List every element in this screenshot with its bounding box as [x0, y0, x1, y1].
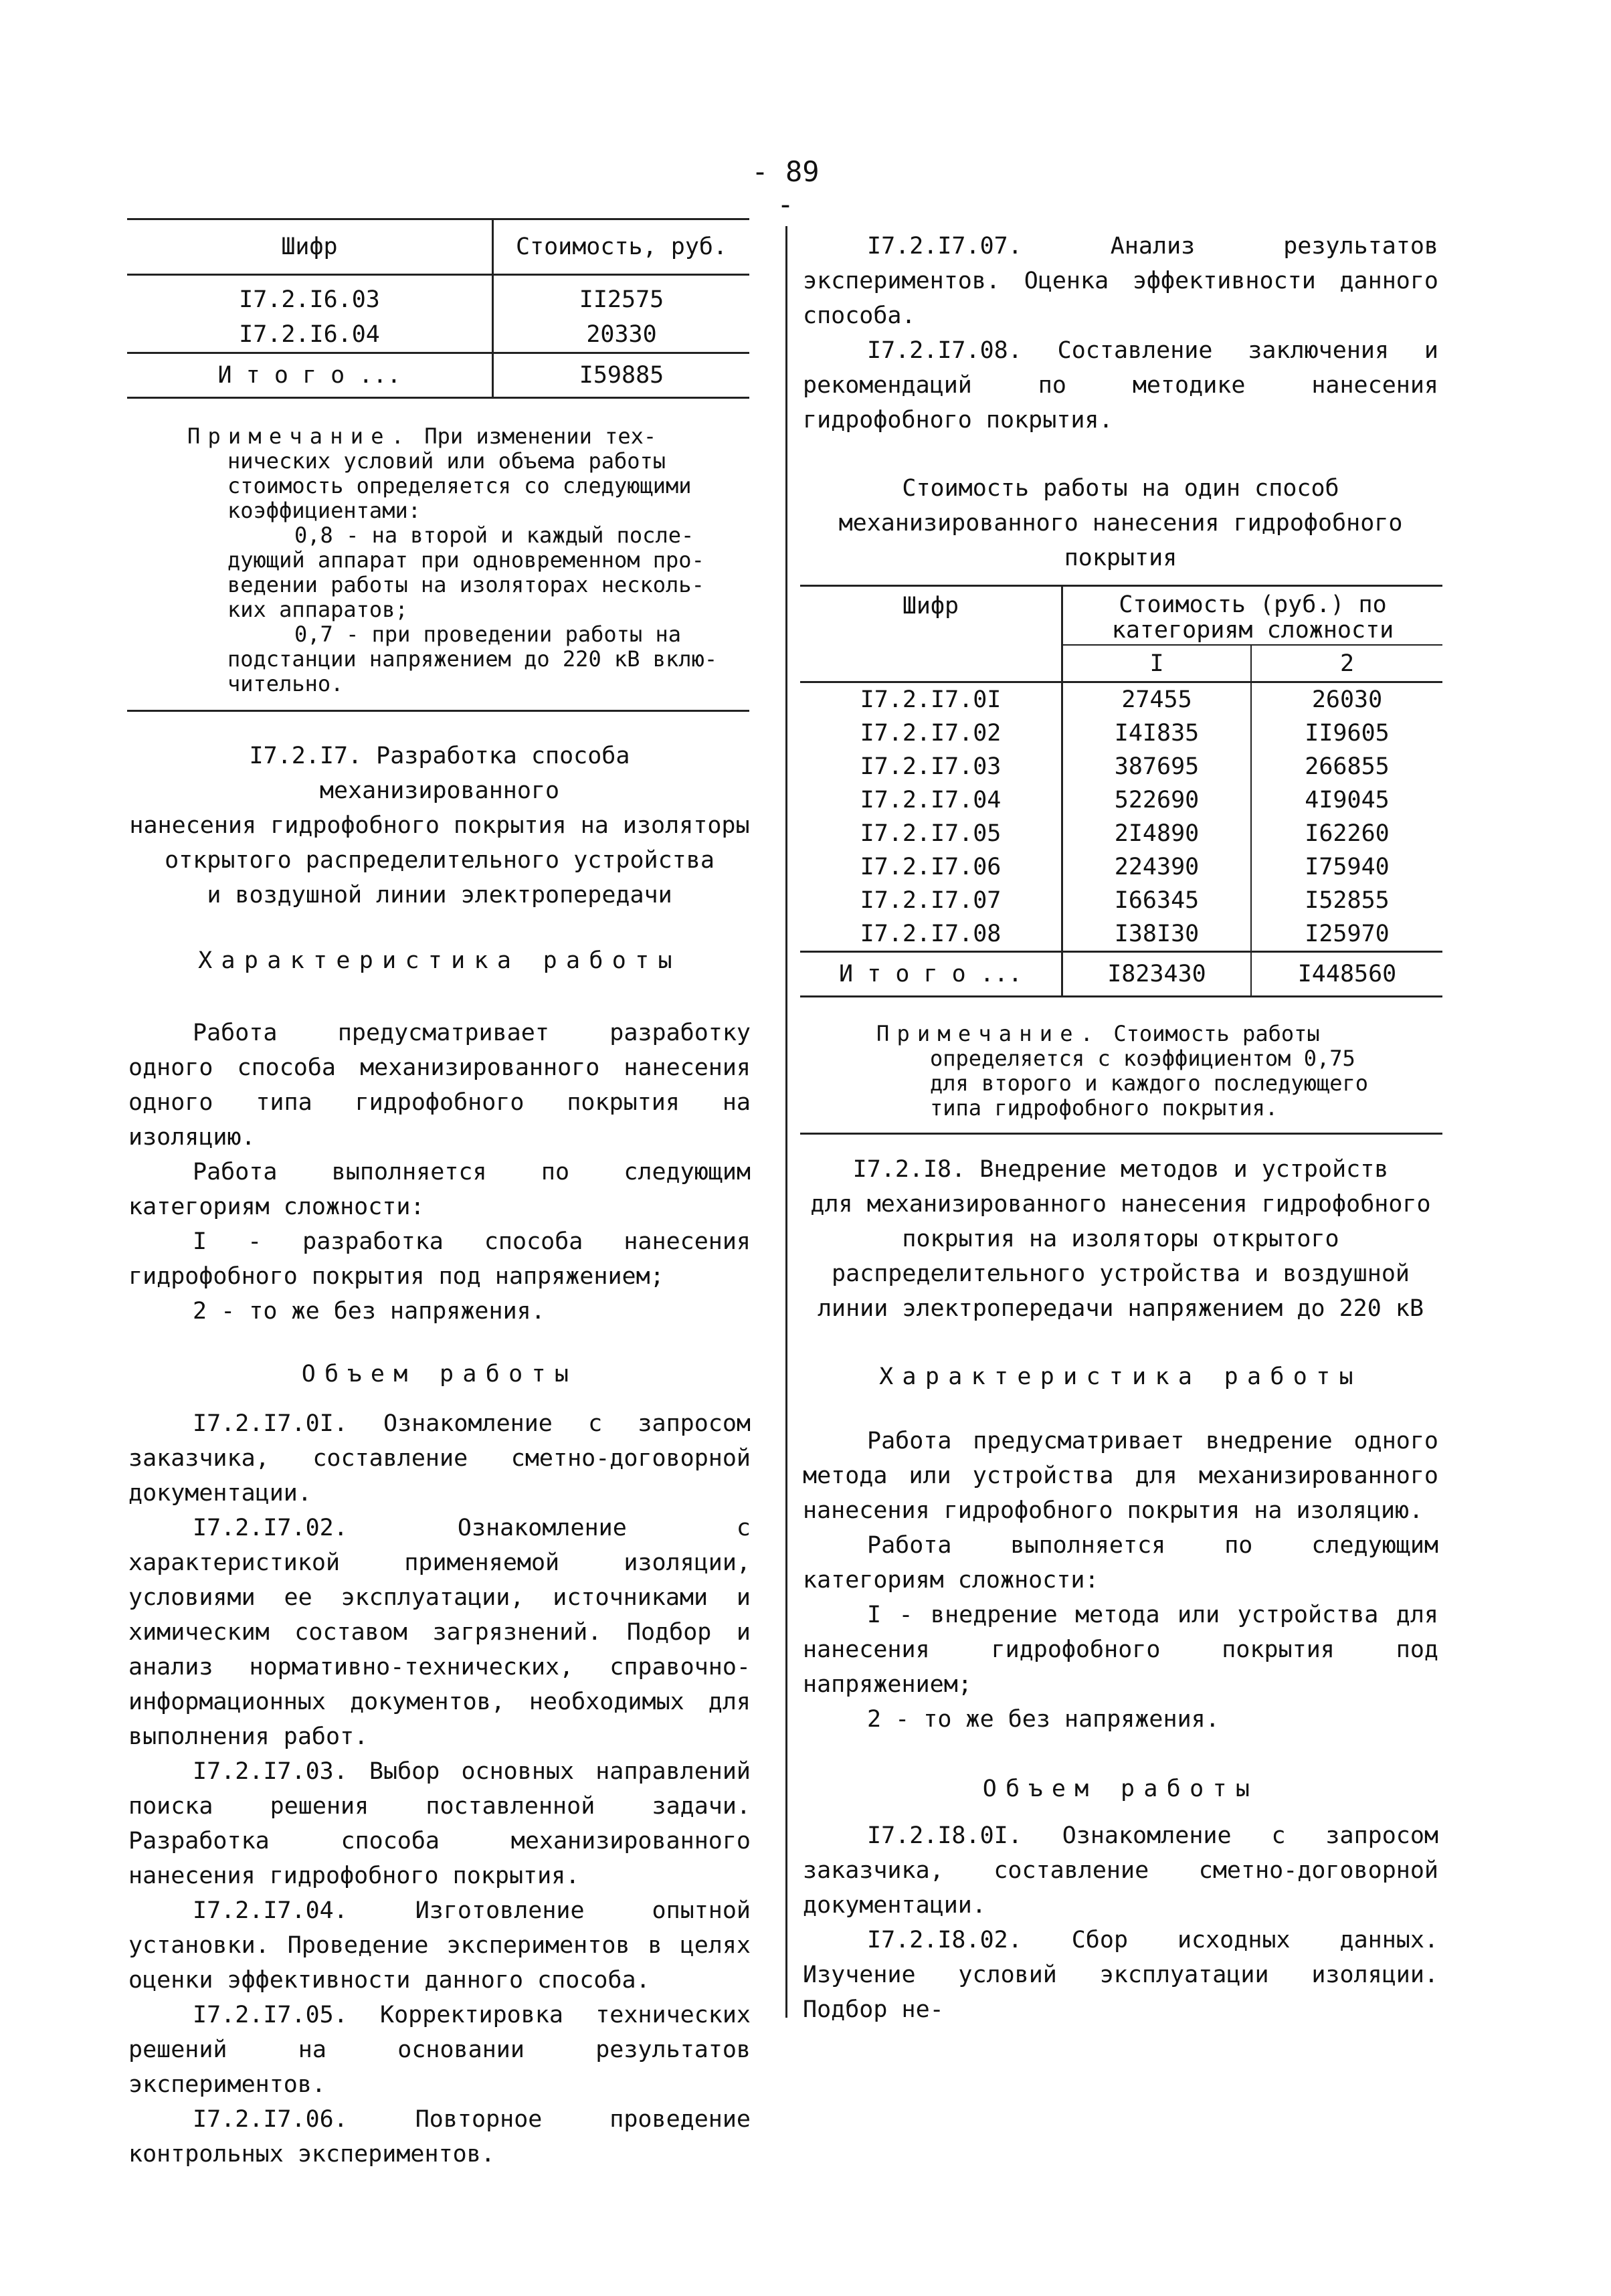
paragraph: Работа предусматривает внедрение одного метода или устройства для механизированного нанесения гидрофобного покрытия на изоляцию.	[803, 1428, 1438, 1524]
note-line: 0,7 - при проведении работы на	[294, 621, 681, 647]
paragraph: 2 - то же без напряжения.	[867, 1706, 1220, 1733]
row-cost-1: I4I835	[1062, 716, 1252, 750]
characteristics-heading: Характеристика работы	[879, 1363, 1362, 1390]
note-line: Стоимость работы	[1113, 1021, 1320, 1046]
row-code: I7.2.I7.08	[800, 917, 1062, 951]
left-column	[128, 218, 751, 2172]
paragraph: Работа выполняется по следующим категориям сложности:	[803, 1532, 1438, 1594]
paragraph: I7.2.I7.0I. Ознакомление с запросом заказчика, составление сметно-договорной документации.	[128, 1410, 751, 1507]
volume-heading: Объем работы	[982, 1776, 1259, 1802]
row-cost-2: 4I9045	[1305, 787, 1390, 814]
section-title-line: I7.2.I7. Разработка способа механизированного	[249, 743, 630, 804]
row-code: I7.2.I7.05	[800, 817, 1062, 850]
row-cost-2: I52855	[1305, 887, 1390, 914]
caption-line: механизированного нанесения гидрофобного	[838, 510, 1403, 537]
row-cost-1: 387695	[1062, 750, 1252, 783]
note-line: При изменении тех-	[424, 423, 657, 449]
note-line: типа гидрофобного покрытия.	[930, 1095, 1278, 1121]
cost-table-i7-2-i6	[127, 220, 749, 397]
page-number: - 89 -	[751, 155, 820, 221]
paragraph: I7.2.I7.03. Выбор основных направлений поиска решения поставленной задачи. Разработка способа механизированного нанесения гидрофобного покрытия.	[128, 1758, 751, 1889]
note-line: коэффициентами:	[227, 498, 421, 523]
header-code: Шифр	[800, 587, 1062, 681]
section-title-line: нанесения гидрофобного покрытия на изоляторы	[129, 812, 750, 839]
table-bottom-rule	[800, 995, 1442, 997]
row-cost-2: I62260	[1305, 820, 1390, 847]
note-bottom-rule	[127, 710, 749, 712]
paragraph: I7.2.I7.07. Анализ результатов экспериментов. Оценка эффективности данного способа.	[803, 233, 1438, 329]
characteristics-text	[128, 1016, 751, 1329]
note-line: подстанции напряжением до 220 кВ вклю-	[227, 646, 718, 672]
volume-text	[128, 1406, 751, 2172]
total-label: И т о г о ...	[800, 953, 1062, 995]
row-code: I7.2.I7.06	[800, 850, 1062, 884]
row-cost-1: 2I4890	[1062, 817, 1252, 850]
row-cost-1: 224390	[1062, 850, 1252, 884]
row-cost-1: 27455	[1062, 683, 1252, 716]
row-cost-2: I25970	[1305, 921, 1390, 947]
paragraph: I - внедрение метода или устройства для нанесения гидрофобного покрытия под напряжением;	[803, 1602, 1438, 1698]
caption-line: покрытия	[1064, 545, 1177, 571]
row-cost-2: 266855	[1305, 753, 1390, 780]
paragraph: I7.2.I8.0I. Ознакомление с запросом заказчика, составление сметно-договорной документации.	[803, 1822, 1438, 1919]
note-label: Примечание.	[187, 423, 412, 449]
section-title-i7-2-i7	[128, 739, 751, 913]
note-bottom-rule	[800, 1133, 1442, 1135]
section-title-line: распределительного устройства и воздушной	[832, 1260, 1410, 1287]
note-line: ведении работы на изоляторах несколь-	[227, 572, 704, 597]
row-cost-1: I38I30	[1062, 917, 1252, 951]
note-line: чительно.	[227, 671, 344, 696]
row-cost: II2575	[579, 286, 664, 313]
note-line: для второго и каждого последующего	[930, 1070, 1369, 1096]
row-code: I7.2.I7.03	[800, 750, 1062, 783]
header-cost: Стоимость (руб.) по категориям сложности	[1062, 587, 1443, 645]
row-cost-1: I66345	[1062, 884, 1252, 917]
section-title-line: и воздушной линии электропередачи	[207, 882, 672, 908]
table-bottom-rule	[127, 397, 749, 399]
total-label: И т о г о ...	[127, 354, 493, 397]
note-line: ких аппаратов;	[227, 597, 408, 622]
note-label: Примечание.	[876, 1021, 1101, 1046]
paragraph: I7.2.I7.08. Составление заключения и рекомендаций по методике нанесения гидрофобного покрытия.	[803, 337, 1438, 434]
header-cost: Стоимость, руб.	[515, 233, 728, 260]
section-title-i7-2-i8	[803, 1152, 1438, 1326]
row-code: I7.2.I7.02	[800, 716, 1062, 750]
paragraph: I7.2.I8.02. Сбор исходных данных. Изучение условий эксплуатации изоляции. Подбор не-	[803, 1927, 1438, 2023]
right-top-text	[803, 229, 1438, 438]
caption-line: Стоимость работы на один способ	[902, 475, 1339, 502]
row-code: I7.2.I7.0I	[800, 683, 1062, 716]
row-cost-2: II9605	[1305, 720, 1390, 747]
paragraph: Работа выполняется по следующим категориям сложности:	[128, 1159, 751, 1220]
cost-table-i7-2-i7	[800, 587, 1442, 995]
row-code: I7.2.I6.04	[127, 317, 493, 352]
row-cost-2: I75940	[1305, 854, 1390, 880]
total-value: I59885	[579, 362, 664, 389]
left-note	[128, 424, 751, 696]
column-divider	[785, 226, 787, 2018]
subheader-category-2: 2	[1339, 650, 1355, 677]
paragraph: I7.2.I7.06. Повторное проведение контрольных экспериментов.	[128, 2106, 751, 2168]
row-cost-1: 522690	[1062, 783, 1252, 817]
row-cost: 20330	[586, 321, 657, 348]
section-title-line: открытого распределительного устройства	[165, 847, 715, 874]
volume-text	[803, 1818, 1438, 2027]
right-note	[803, 1022, 1438, 1121]
right-column	[803, 229, 1438, 2027]
paragraph: I7.2.I7.05. Корректировка технических решений на основании результатов экспериментов.	[128, 2002, 751, 2098]
row-code: I7.2.I7.04	[800, 783, 1062, 817]
paragraph: I7.2.I7.04. Изготовление опытной установки. Проведение экспериментов в целях оценки эффективности данного способа.	[128, 1897, 751, 1994]
subheader-category-1: I	[1062, 645, 1252, 681]
note-line: стоимость определяется со следующими	[227, 473, 692, 498]
paragraph: I7.2.I7.02. Ознакомление с характеристикой применяемой изоляции, условиями ее эксплуатации, источниками и химическим составом загрязнений. Подбор и анализ нормативно-технических, справочно-информационных документов, необходимых для выполнения работ.	[128, 1515, 751, 1750]
table-caption	[803, 471, 1438, 575]
paragraph: 2 - то же без напряжения.	[193, 1298, 545, 1325]
section-title-line: I7.2.I8. Внедрение методов и устройств	[852, 1156, 1389, 1183]
paragraph: I - разработка способа нанесения гидрофобного покрытия под напряжением;	[128, 1228, 751, 1290]
note-line: определяется с коэффициентом 0,75	[930, 1046, 1355, 1071]
paragraph: Работа предусматривает разработку одного способа механизированного нанесения одного типа гидрофобного покрытия на изоляцию.	[128, 1020, 751, 1151]
header-code: Шифр	[127, 220, 493, 274]
row-cost-2: 26030	[1311, 686, 1383, 713]
section-title-line: покрытия на изоляторы открытого	[902, 1226, 1339, 1252]
volume-heading: Объем работы	[301, 1361, 578, 1388]
section-title-line: линии электропередачи напряжением до 220 кВ	[817, 1295, 1424, 1322]
note-line: 0,8 - на второй и каждый после-	[294, 522, 694, 548]
total-cost-1: I823430	[1062, 953, 1252, 995]
section-title-line: для механизированного нанесения гидрофобного	[810, 1191, 1431, 1218]
row-code: I7.2.I6.03	[127, 276, 493, 317]
note-line: дующий аппарат при одновременном про-	[227, 547, 704, 573]
row-code: I7.2.I7.07	[800, 884, 1062, 917]
total-cost-2: I448560	[1297, 961, 1397, 987]
note-line: нических условий или объема работы	[227, 448, 666, 474]
characteristics-heading: Характеристика работы	[198, 947, 681, 974]
characteristics-text	[803, 1424, 1438, 1737]
